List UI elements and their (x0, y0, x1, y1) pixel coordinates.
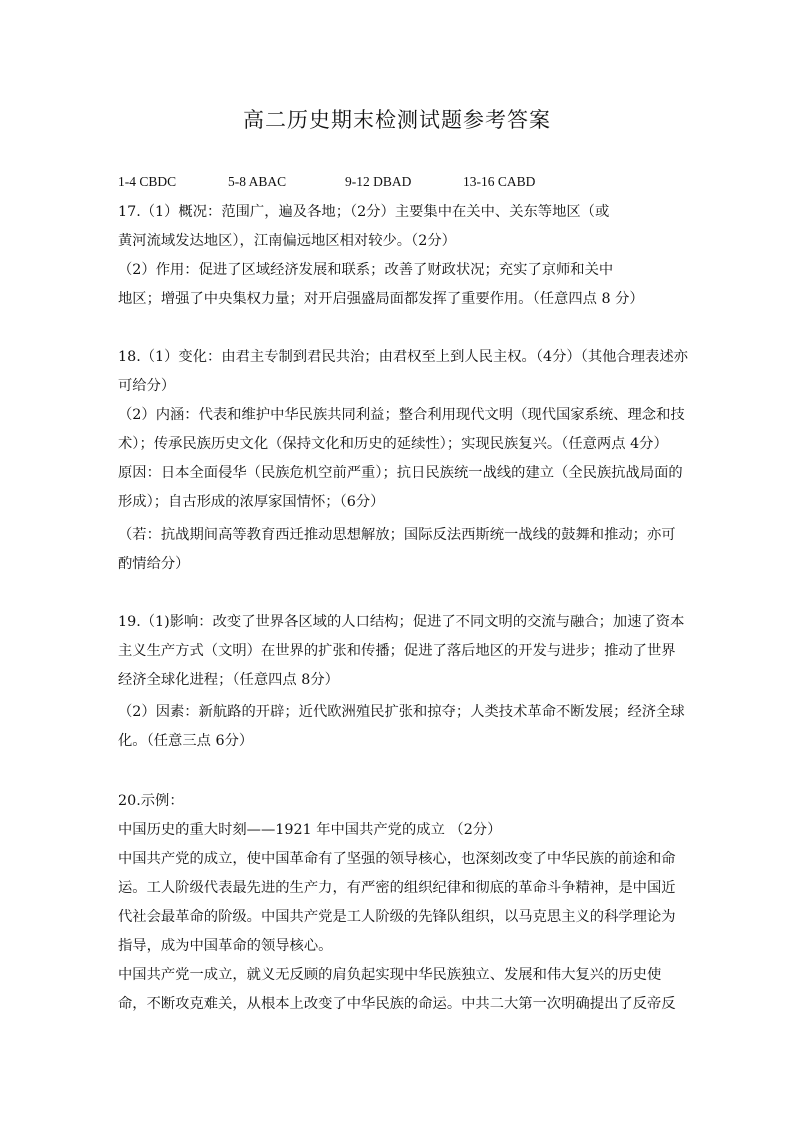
q19-line-1: 19.（1)影响：改变了世界各区域的人口结构；促进了不同文明的交流与融合；加速了资本 (118, 614, 685, 630)
q18-line-8: 酌情给分） (118, 556, 190, 572)
mc-answers-9-12: 9-12 DBAD (345, 174, 412, 189)
q19-line-5: 化。（任意三点 6分） (118, 733, 254, 749)
q20-line-3: 中国共产党的成立，使中国革命有了坚强的领导核心，也深刻改变了中华民族的前途和命 (118, 851, 676, 867)
q18-line-7: （若：抗战期间高等教育西迁推动思想解放；国际反法西斯统一战线的鼓舞和推动；亦可 (118, 527, 676, 543)
q17-line-1: 17.（1）概况：范围广，遍及各地；（2分）主要集中在关中、关东等地区（或 (118, 204, 610, 220)
q18-line-3: （2）内涵：代表和维护中华民族共同利益；整合利用现代文明（现代国家系统、理念和技 (118, 407, 685, 423)
page-title: 高二历史期末检测试题参考答案 (243, 108, 551, 132)
q18-line-5: 原因：日本全面侵华（民族危机空前严重）；抗日民族统一战线的建立（全民族抗战局面的 (118, 465, 683, 481)
mc-answers-1-4: 1-4 CBDC (118, 174, 177, 189)
q18-line-4: 术）；传承民族历史文化（保持文化和历史的延续性）；实现民族复兴。（任意两点 4分） (118, 436, 668, 452)
q18-line-2: 可给分） (118, 378, 176, 394)
q18-line-1: 18.（1）变化：由君主专制到君民共治；由君权至上到人民主权。（4分）（其他合理表述亦 (118, 349, 688, 365)
q17-line-4: 地区；增强了中央集权力量；对开启强盛局面都发挥了重要作用。（任意四点 8 分） (118, 291, 644, 307)
mc-answers-5-8: 5-8 ABAC (228, 174, 287, 189)
q20-line-5: 代社会最革命的阶级。中国共产党是工人阶级的先锋队组织，以马克思主义的科学理论为 (118, 909, 676, 925)
q17-line-2: 黄河流域发达地区），江南偏远地区相对较少。（2分） (118, 233, 456, 249)
q20-line-8: 命，不断攻克难关，从根本上改变了中华民族的命运。中共二大第一次明确提出了反帝反 (118, 996, 676, 1012)
q18-line-6: 形成）；自古形成的浓厚家国情怀；（6分） (118, 494, 385, 510)
q20-line-4: 运。工人阶级代表最先进的生产力，有严密的组织纪律和彻底的革命斗争精神，是中国近 (118, 880, 676, 896)
q17-line-3: （2）作用：促进了区域经济发展和联系；改善了财政状况；充实了京师和关中 (118, 262, 614, 278)
q19-line-3: 经济全球化进程；（任意四点 8分） (118, 672, 339, 688)
q19-line-2: 主义生产方式（文明）在世界的扩张和传播；促进了落后地区的开发与进步；推动了世界 (118, 643, 676, 659)
q20-line-6: 指导，成为中国革命的领导核心。 (118, 938, 333, 954)
q19-line-4: （2）因素：新航路的开辟；近代欧洲殖民扩张和掠夺；人类技术革命不断发展；经济全球 (118, 704, 685, 720)
mc-answers-13-16: 13-16 CABD (463, 174, 536, 189)
q20-line-7: 中国共产党一成立，就义无反顾的肩负起实现中华民族独立、发展和伟大复兴的历史使 (118, 967, 662, 983)
q20-line-1: 20.示例： (118, 793, 184, 809)
q20-line-2: 中国历史的重大时刻——1921 年中国共产党的成立 （2分） (118, 822, 502, 838)
